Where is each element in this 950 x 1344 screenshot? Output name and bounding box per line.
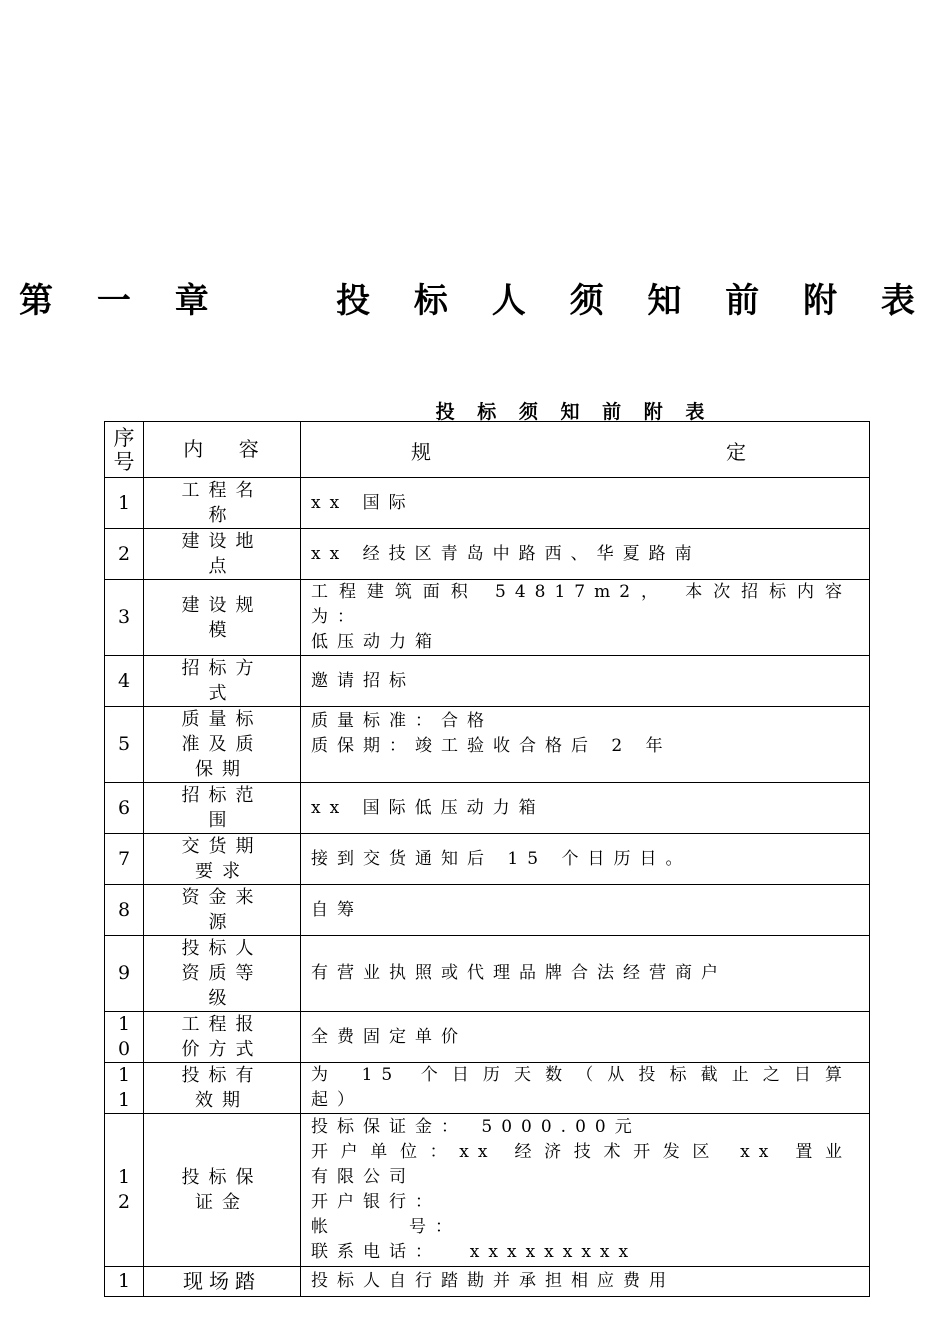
row-no: 2 [105,529,144,580]
row-rule: 接到交货通知后 15 个日历日。 [301,834,870,885]
table-row [105,1063,870,1114]
row-rule: 邀请招标 [301,656,870,707]
row-no: 5 [105,707,144,783]
row-no: 1 [105,478,144,529]
header-rule-right: 定 [726,440,746,464]
row-item: 质量标准及质保期 [144,707,301,783]
row-no: 12 [105,1114,144,1267]
table-row [105,478,870,529]
table-caption: 投 标 须 知 前 附 表 [435,401,713,423]
row-rule: 投标保证金： 5000.00元 开户单位：xx 经济技术开发区 xx 置业 有限公司 开户银行： 帐 号： 联系电话： xxxxxxxxx [301,1114,870,1267]
table-row [105,580,870,656]
row-item: 工程报价方式 [144,1012,301,1063]
row-item: 招标方式 [144,656,301,707]
table-row [105,1267,870,1297]
row-item: 投标人资质等级 [144,936,301,1012]
row-item: 建设规模 [144,580,301,656]
row-item: 交货期要求 [144,834,301,885]
row-item: 投标有效期 [144,1063,301,1114]
row-no: 6 [105,783,144,834]
row-item: 建设地点 [144,529,301,580]
row-no: 8 [105,885,144,936]
row-no: 3 [105,580,144,656]
table-row [105,656,870,707]
row-rule: 全费固定单价 [301,1012,870,1063]
row-rule: xx 国际低压动力箱 [301,783,870,834]
header-rule [301,422,870,478]
row-rule: 质量标准：合格 质保期：竣工验收合格后 2 年 [301,707,870,783]
table-row [105,1012,870,1063]
table-row [105,1114,870,1267]
row-item: 投标保证金 [144,1114,301,1267]
row-item: 工程名称 [144,478,301,529]
row-rule: xx 经技区青岛中路西、华夏路南 [301,529,870,580]
table-row [105,885,870,936]
row-rule: xx 国际 [301,478,870,529]
table-row [105,783,870,834]
table-row [105,707,870,783]
table-row [105,936,870,1012]
row-rule: 为 15 个日历天数（从投标截止之日算 起） [301,1063,870,1114]
row-no: 11 [105,1063,144,1114]
row-no: 4 [105,656,144,707]
row-rule: 有营业执照或代理品牌合法经营商户 [301,936,870,1012]
row-no: 7 [105,834,144,885]
row-item: 资金来源 [144,885,301,936]
table-row [105,834,870,885]
header-rule-left: 规 [411,440,431,464]
row-rule: 自筹 [301,885,870,936]
bidding-notice-table [104,421,870,1297]
header-no: 序号 [105,422,144,478]
table-header-row [105,422,870,478]
chapter-title: 第 一 章 投 标 人 须 知 前 附 表 [19,281,931,321]
row-no: 1 [105,1267,144,1297]
row-no: 9 [105,936,144,1012]
row-no: 10 [105,1012,144,1063]
row-rule: 工程建筑面积 54817m2， 本次招标内容 为： 低压动力箱 [301,580,870,656]
row-item: 招标范围 [144,783,301,834]
row-rule: 投标人自行踏勘并承担相应费用 [301,1267,870,1297]
table-row [105,529,870,580]
row-item: 现场踏 [144,1267,301,1297]
header-item: 内 容 [144,422,301,478]
